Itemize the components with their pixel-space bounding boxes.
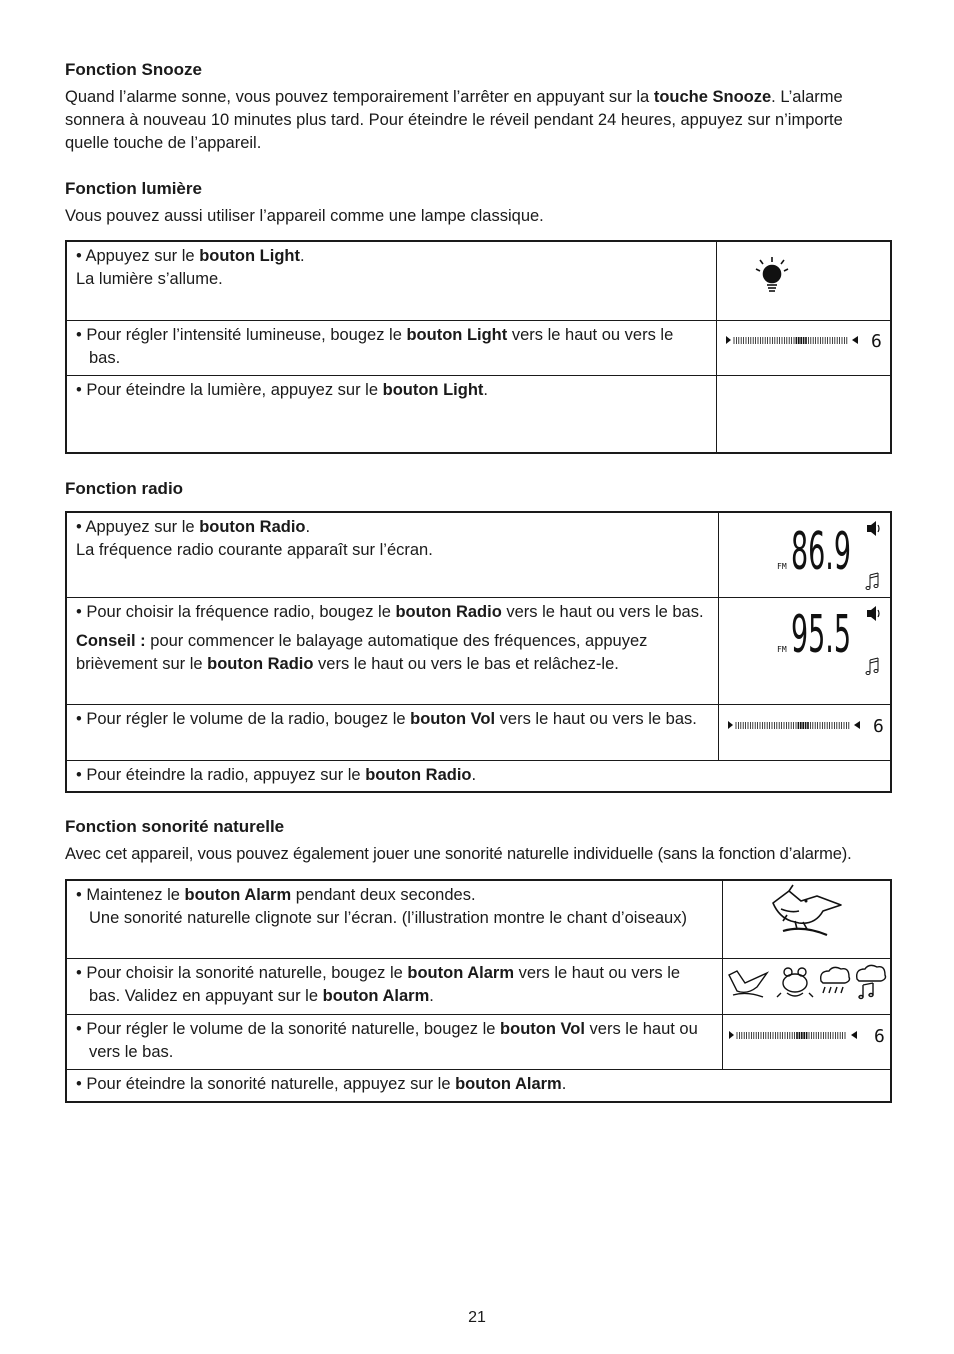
- row-text: • Pour choisir la fréquence radio, bougez le: [76, 602, 396, 621]
- tip-label: Conseil :: [76, 631, 146, 650]
- row-text: • Pour régler l’intensité lumineuse, bougez le: [76, 326, 407, 344]
- section-nature: [65, 815, 890, 1103]
- table-row: [66, 241, 891, 321]
- row-text-bold: bouton Alarm: [184, 886, 292, 904]
- row-text: pendant deux secondes.: [291, 886, 476, 904]
- speaker-icon: [867, 521, 879, 536]
- row-text: .: [561, 1075, 567, 1093]
- table-row: [66, 959, 891, 1015]
- table-row: [66, 1015, 891, 1070]
- section-title-snooze: Fonction Snooze: [65, 60, 202, 79]
- radio-row-3-text: [66, 704, 718, 760]
- row-text: • Maintenez le: [76, 886, 185, 904]
- row-text: .: [483, 381, 488, 399]
- row-text: • Pour régler le volume de la radio, bougez le: [76, 709, 411, 728]
- radio-lcd-2: [719, 598, 892, 704]
- row-text-bold: bouton Vol: [410, 709, 496, 728]
- radio-volume-bar: [719, 705, 892, 760]
- nature-volume-bar: [723, 1015, 892, 1069]
- light-row-2-text: [66, 321, 716, 376]
- light-table: [65, 240, 892, 454]
- nature-table: [65, 879, 892, 1103]
- table-row: [66, 597, 891, 704]
- row-text: • Appuyez sur le: [76, 247, 200, 265]
- table-row: [66, 760, 891, 792]
- row-text: vers le haut ou vers le bas. Validez en appuyant sur le: [89, 964, 681, 1005]
- snooze-paragraph: [65, 86, 890, 155]
- row-text: vers le haut ou vers le bas.: [501, 602, 704, 621]
- row-text: • Pour choisir la sonorité naturelle, bougez le: [76, 964, 408, 982]
- section-snooze: [65, 58, 890, 155]
- radio-display-2: [718, 597, 891, 704]
- snooze-text-bold: touche Snooze: [653, 88, 772, 106]
- radio-table: [65, 511, 892, 794]
- section-light: [65, 177, 890, 454]
- row-text-bold: bouton Radio: [207, 654, 314, 673]
- nature-row-1-text: [66, 880, 722, 959]
- frequency-display: 95.5: [790, 604, 851, 665]
- level-digit: 6: [870, 331, 882, 352]
- radio-volume-cell: [718, 704, 891, 760]
- section-radio: [65, 477, 890, 794]
- table-row: [66, 512, 891, 598]
- row-text: La fréquence radio courante apparaît sur l’écran.: [76, 540, 433, 559]
- nature-sounds-cell: [722, 959, 891, 1015]
- nature-intro: Avec cet appareil, vous pouvez également jouer une sonorité naturelle individuelle (sans la fonction d’alarme).: [65, 845, 852, 863]
- light-bulb-cell: [716, 241, 891, 321]
- radio-row-1-text: [66, 512, 718, 598]
- nature-volume-cell: [722, 1015, 891, 1070]
- row-text-bold: bouton Light: [199, 247, 300, 265]
- nature-row-4-text: [66, 1070, 891, 1102]
- music-note-icon: [866, 658, 878, 675]
- nature-row-3-text: [66, 1015, 722, 1070]
- row-text: vers le haut ou vers le bas.: [495, 709, 697, 728]
- storm-music-icon: [856, 965, 885, 998]
- table-row: [66, 704, 891, 760]
- radio-display-1: [718, 512, 891, 598]
- section-title-nature: Fonction sonorité naturelle: [65, 817, 285, 836]
- radio-lcd-1: [719, 513, 892, 597]
- speaker-icon: [867, 606, 879, 621]
- light-row-3-text: [66, 376, 716, 453]
- row-text-bold: bouton Alarm: [407, 964, 515, 982]
- row-text-bold: bouton Light: [382, 381, 484, 399]
- light-level-bar: [717, 321, 892, 375]
- row-text: • Pour éteindre la radio, appuyez sur le: [76, 765, 366, 784]
- table-row: [66, 1070, 891, 1102]
- radio-row-4-text: [66, 760, 891, 792]
- row-text: vers le haut ou vers le bas.: [89, 326, 674, 367]
- light-empty-cell: [716, 376, 891, 453]
- frequency-display: 86.9: [790, 521, 851, 582]
- row-text: vers le haut ou vers le bas.: [89, 1020, 698, 1061]
- level-bar-graphic: [726, 336, 858, 344]
- volume-digit: 6: [873, 1026, 885, 1047]
- row-text-bold: bouton Alarm: [455, 1075, 562, 1093]
- light-bulb-icon: [717, 242, 892, 320]
- row-text: Une sonorité naturelle clignote sur l’écran. (l’illustration montre le chant d’oiseaux): [89, 909, 687, 927]
- row-text: vers le haut ou vers le bas et relâchez-le.: [313, 654, 619, 673]
- light-intro: Vous pouvez aussi utiliser l’appareil comme une lampe classique.: [65, 207, 544, 225]
- table-row: [66, 880, 891, 959]
- table-row: [66, 321, 891, 376]
- snooze-text-1: Quand l’alarme sonne, vous pouvez temporairement l’arrêter en appuyant sur la: [65, 88, 654, 106]
- band-label: FM: [776, 561, 787, 571]
- row-text: La lumière s’allume.: [76, 270, 223, 288]
- row-text: .: [305, 517, 311, 536]
- page-number: 21: [468, 1309, 486, 1326]
- band-label: FM: [776, 644, 787, 654]
- row-text: • Appuyez sur le: [76, 517, 200, 536]
- row-text-bold: bouton Radio: [199, 517, 306, 536]
- level-bar-graphic: [728, 721, 860, 729]
- row-text: .: [471, 765, 477, 784]
- frog-icon: [777, 968, 813, 997]
- row-text: pour commencer le balayage automatique des fréquences, appuyez brièvement sur le: [76, 631, 648, 673]
- level-bar-graphic: [729, 1031, 857, 1039]
- volume-digit: 6: [872, 715, 884, 737]
- row-text: • Pour éteindre la lumière, appuyez sur le: [76, 381, 383, 399]
- bird-icon: [723, 881, 892, 958]
- row-text-bold: bouton Vol: [500, 1020, 585, 1038]
- row-text-bold: bouton Radio: [395, 602, 502, 621]
- section-title-radio: Fonction radio: [65, 478, 184, 498]
- light-level-cell: [716, 321, 891, 376]
- bird-cell: [722, 880, 891, 959]
- nature-row-2-text: [66, 959, 722, 1015]
- row-text-bold: bouton Radio: [365, 765, 472, 784]
- row-text-bold: bouton Alarm: [322, 987, 430, 1005]
- page-content: [65, 58, 890, 1103]
- row-text: .: [429, 987, 434, 1005]
- snooze-text-2: . L’alarme sonnera à nouveau 10 minutes plus tard. Pour éteindre le réveil pendant 24 heures, appuyez sur n’importe quelle touche de l’appareil.: [65, 88, 843, 152]
- nature-sound-icons: [723, 959, 892, 1014]
- radio-row-2-text: [66, 597, 718, 704]
- row-text: • Pour régler le volume de la sonorité naturelle, bougez le: [76, 1020, 501, 1038]
- rain-icon: [820, 967, 849, 993]
- music-note-icon: [866, 573, 878, 590]
- bird-small-icon: [729, 971, 767, 997]
- row-text: • Pour éteindre la sonorité naturelle, appuyez sur le: [76, 1075, 456, 1093]
- light-row-1-text: [66, 241, 716, 321]
- section-title-light: Fonction lumière: [65, 179, 202, 198]
- row-text-bold: bouton Light: [406, 326, 508, 344]
- table-row: [66, 376, 891, 453]
- row-text: .: [299, 247, 305, 265]
